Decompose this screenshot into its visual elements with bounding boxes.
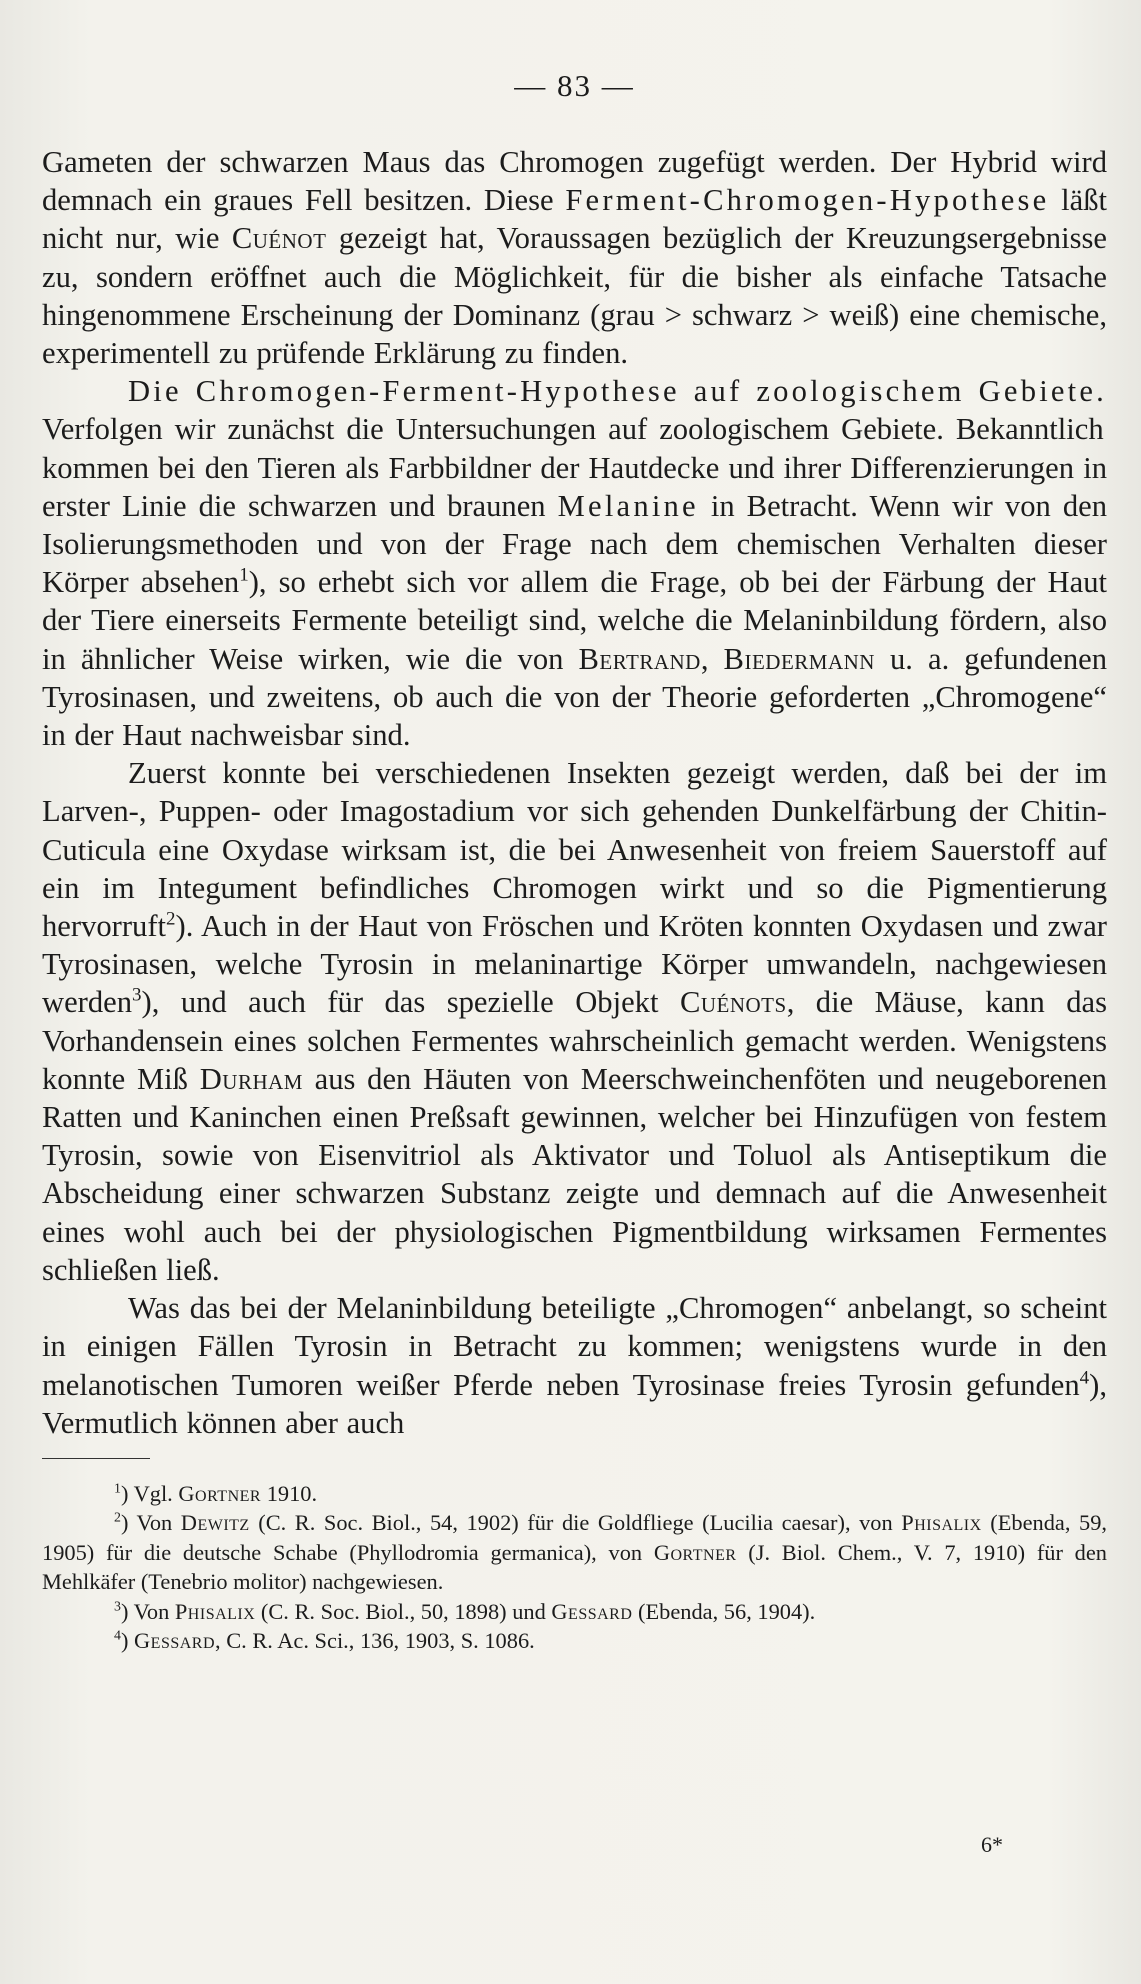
text-run: Gameten der schwarzen Maus das Chromogen zugefügt werden. Der Hybrid wird demnach ein graues Fell besitzen. Diese: [42, 145, 1107, 218]
signature-mark: 6*: [981, 1832, 1003, 1857]
text-run: läßt nicht nur, wie: [42, 183, 1107, 256]
author-name: Durham: [199, 1061, 303, 1096]
text-run: ) Von: [120, 1510, 181, 1536]
footnote-separator: [42, 1458, 150, 1459]
text-run: ), so erhebt sich vor allem die Frage, ob bei der Färbung der Haut der Tiere einerseits Fermente beteiligt sind, welche die Melaninbildung fördern, also in ähnlicher Weise wirken, wie die von: [42, 565, 1107, 676]
text-run: aus den Häuten von Meerschweinchenföten und neugeborenen Ratten und Kaninchen einen Preßsaft gewinnen, welcher bei Hinzufügen von festem Tyrosin, sowie von Eisenvitriol als Aktivator und Toluol als Antiseptikum die Abscheidung einer schwarzen Substanz zeigte und demnach auf die Anwesenheit eines wohl auch bei der physiologischen Pigmentbildung wirksamen Fermentes schließen ließ.: [42, 1061, 1107, 1287]
footnote-ref: 4: [1079, 1367, 1090, 1389]
text-run: ): [120, 1628, 134, 1654]
text-run: 1910.: [261, 1480, 318, 1506]
footnote-ref: 1: [239, 564, 249, 586]
text-run: Zuerst konnte bei verschiedenen Insekten gezeigt werden, daß bei der im Larven-, Puppen- oder Imagostadium vor sich gehenden Dunkelfärbung der Chitin-Cuticula eine Oxydase wirksam ist, die bei Anwesenheit von freiem Sauerstoff auf ein im Integument befindliches Chromogen wirkt und so die Pigmentierung hervorruft: [42, 756, 1107, 944]
paragraph-p2: [42, 372, 1107, 754]
footnote-fn3: [42, 1597, 1107, 1627]
text-run: in Betracht. Wenn wir von den Isolierungsmethoden und von der Frage nach dem chemischen Verhalten dieser Körper absehen: [42, 488, 1108, 600]
author-name: Bertrand: [578, 641, 701, 676]
author-name: Cuénots: [679, 985, 787, 1020]
footnotes: [42, 1479, 1107, 1656]
spaced-emphasis: Ferment-Chromogen-Hypothese: [565, 183, 1050, 218]
main-text: [42, 143, 1107, 1442]
footnote-ref: 4: [114, 1629, 121, 1645]
text-run: gezeigt hat, Voraussagen bezüglich der Kreuzungsergebnisse zu, sondern eröffnet auch die Möglichkeit, für die bisher als einfache Tatsache hingenommene Erscheinung der Dominanz (grau > schwarz > weiß) eine chemische, experimentell zu prüfende Erklärung zu finden.: [42, 221, 1107, 371]
paragraph-p1: [42, 143, 1107, 372]
page-number: — 83 —: [514, 68, 635, 103]
text-run: , C. R. Ac. Sci., 136, 1903, S. 1086.: [215, 1628, 535, 1654]
author-name: Dewitz: [180, 1510, 250, 1536]
footnote-ref: 2: [166, 908, 176, 930]
footnote-fn4: [42, 1626, 1107, 1656]
footnote-ref: 2: [114, 1511, 121, 1527]
author-name: Gessard: [134, 1628, 216, 1654]
paragraph-p3: [42, 754, 1107, 1289]
text-run: ,: [700, 641, 724, 676]
text-run: Was das bei der Melaninbildung beteiligte „Chromogen“ anbelangt, so scheint in einigen Fällen Tyrosin in Betracht zu kommen; wenigstens wurde in den melanotischen Tumoren weißer Pferde neben Tyrosinase freies Tyrosin gefunden: [42, 1291, 1107, 1402]
footnote-ref: 3: [132, 985, 142, 1007]
author-name: Phisalix: [901, 1510, 982, 1536]
text-run: ) Vgl.: [120, 1480, 179, 1506]
text-run: (C. R. Soc. Biol., 54, 1902) für die Goldfliege (Lucilia caesar), von: [249, 1510, 902, 1536]
text-run: (J. Biol. Chem., V. 7, 1910) für den Mehlkäfer (Tenebrio molitor) nachgewiesen.: [42, 1539, 1107, 1595]
footnote-ref: 1: [114, 1481, 121, 1497]
author-name: Cuénot: [231, 221, 327, 256]
text-run: ), Vermutlich können aber auch: [42, 1367, 1107, 1440]
text-run: (C. R. Soc. Biol., 50, 1898) und: [255, 1598, 552, 1624]
author-name: Gortner: [178, 1480, 262, 1506]
text-run: ) Von: [120, 1598, 175, 1624]
text-run: ). Auch in der Haut von Fröschen und Kröten konnten Oxydasen und zwar Tyrosinasen, welche Tyrosin in melaninartige Körper umwandeln, nachgewiesen werden: [42, 909, 1107, 1020]
author-name: Gortner: [653, 1539, 737, 1565]
author-name: Phisalix: [174, 1598, 256, 1624]
author-name: Biedermann: [723, 641, 875, 676]
footnote-ref: 3: [114, 1599, 121, 1615]
footnote-fn2: [42, 1508, 1107, 1597]
spaced-emphasis: Melanine: [557, 488, 699, 523]
text-run: Verfolgen wir zunächst die Untersuchungen auf zoologischem Gebiete. Bekanntlich kommen bei den Tieren als Farbbildner der Hautdecke und ihrer Differenzierungen in erster Linie die schwarzen und braunen: [42, 412, 1107, 523]
text-run: (Ebenda, 56, 1904).: [632, 1598, 816, 1624]
footnote-fn1: [42, 1479, 1107, 1509]
text-run: (Ebenda, 59, 1905) für die deutsche Schabe (Phyllodromia germanica), von: [42, 1510, 1107, 1565]
spaced-emphasis: Die Chromogen-Ferment-Hypothese auf zoologischem Gebiete.: [128, 374, 1107, 409]
text-run: u. a. gefundenen Tyrosinasen, und zweitens, ob auch die von der Theorie geforderten „Chromogene“ in der Haut nachweisbar sind.: [42, 641, 1108, 753]
text-run: ), und auch für das spezielle Objekt: [141, 985, 680, 1020]
author-name: Gessard: [551, 1598, 633, 1624]
text-run: , die Mäuse, kann das Vorhandensein eines solchen Fermentes wahrscheinlich gemacht werden. Wenigstens konnte Miß: [42, 985, 1107, 1096]
paragraph-p4: [42, 1289, 1107, 1442]
